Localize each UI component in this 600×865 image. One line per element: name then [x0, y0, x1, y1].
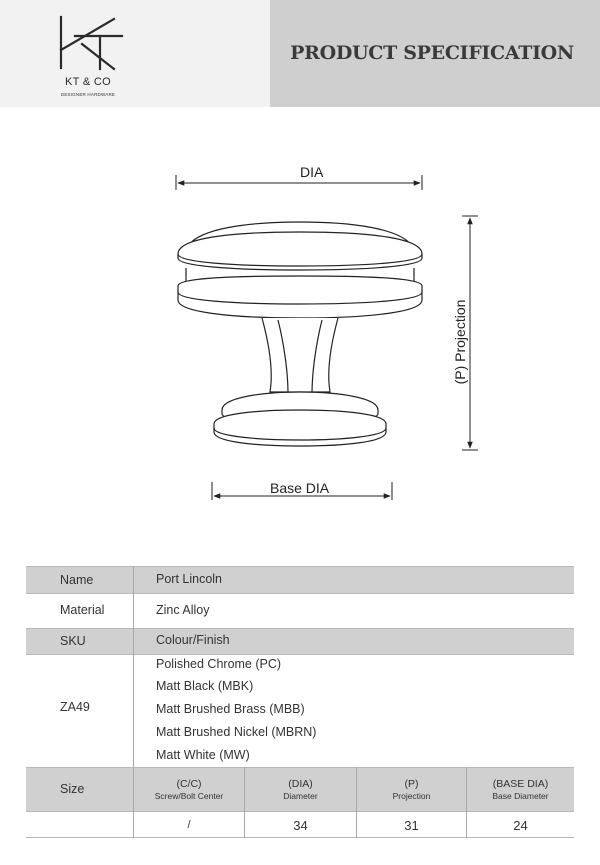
projection-label: (P) Projection	[452, 299, 468, 385]
col-desc: Base Diameter	[492, 791, 549, 801]
name-value: Port Lincoln	[156, 572, 223, 586]
finish-item: Polished Chrome (PC)	[156, 657, 282, 671]
header-title-panel	[270, 0, 600, 107]
table-line	[26, 767, 574, 768]
col-code: (P)	[404, 778, 419, 790]
material-row	[26, 593, 574, 628]
name-label: Name	[60, 573, 94, 587]
finish-item: Matt Black (MBK)	[156, 679, 254, 693]
sku-label: SKU	[60, 634, 86, 648]
brand-name: KT & CO	[65, 76, 111, 88]
col-desc: Projection	[392, 791, 431, 801]
value-projection: 31	[404, 818, 419, 833]
page-title: PRODUCT SPECIFICATION	[290, 42, 574, 64]
col-header-cc	[134, 778, 244, 801]
knob-outline	[178, 222, 422, 446]
col-desc: Screw/Bolt Center	[154, 791, 224, 801]
finish-item: Matt White (MW)	[156, 748, 250, 762]
name-row	[26, 566, 574, 593]
size-label: Size	[60, 782, 85, 796]
knob-technical-drawing	[0, 110, 600, 530]
value-dia: 34	[293, 818, 308, 833]
finish-item: Matt Brushed Brass (MBB)	[156, 702, 305, 716]
header-brand-panel	[0, 0, 270, 107]
table-line	[26, 654, 574, 655]
finish-label: Colour/Finish	[156, 633, 230, 647]
col-code: (DIA)	[288, 778, 313, 790]
brand-logo	[52, 14, 124, 102]
dia-dimension-line	[176, 175, 422, 190]
col-code: (BASE DIA)	[492, 778, 549, 790]
sku-value: ZA49	[60, 700, 90, 714]
table-line	[26, 837, 574, 838]
finish-item: Matt Brushed Nickel (MBRN)	[156, 725, 317, 739]
col-header-base-dia	[467, 778, 574, 801]
base-dia-label: Base DIA	[270, 480, 330, 496]
material-label: Material	[60, 603, 105, 617]
col-code: (C/C)	[176, 778, 202, 790]
brand-tagline: DESIGNER HARDWARE	[60, 92, 116, 97]
col-header-dia	[245, 778, 356, 801]
value-cc: /	[187, 819, 191, 831]
table-line	[26, 593, 574, 594]
col-header-projection	[357, 778, 466, 801]
table-line	[26, 811, 574, 812]
table-line	[26, 628, 574, 629]
spec-table	[26, 566, 574, 838]
value-base-dia: 24	[513, 818, 528, 833]
kt-monogram-icon	[52, 14, 124, 74]
dia-label: DIA	[300, 164, 324, 180]
table-line	[26, 566, 574, 567]
col-desc: Diameter	[283, 791, 318, 801]
material-value: Zinc Alloy	[156, 603, 210, 617]
sku-row	[26, 628, 574, 654]
